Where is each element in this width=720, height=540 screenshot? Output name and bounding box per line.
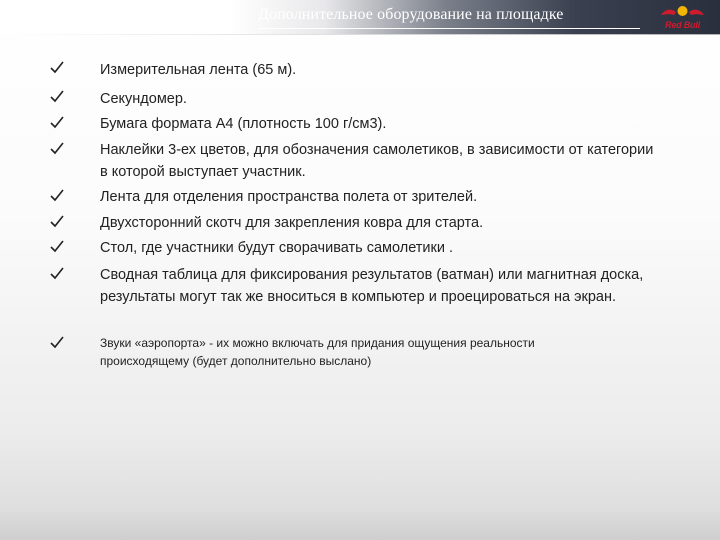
check-icon	[50, 142, 64, 156]
list-item-text: Измерительная лента (65 м).	[100, 62, 297, 78]
check-icon	[50, 240, 64, 254]
footer-band	[0, 512, 720, 540]
list-item-text: Наклейки 3-ех цветов, для обозначения самолетиков, в зависимости от категории в которой выступает участник.	[100, 142, 654, 180]
check-icon	[50, 215, 64, 229]
check-icon	[50, 61, 64, 75]
check-icon	[50, 116, 64, 130]
list-item-text: Стол, где участники будут сворачивать самолетики .	[100, 240, 454, 256]
list-item-text: Лента для отделения пространства полета от зрителей.	[100, 189, 478, 205]
slide-title: Дополнительное оборудование на площадке	[258, 4, 640, 29]
check-icon	[50, 336, 64, 350]
check-icon	[50, 267, 64, 281]
logo-wordmark: Red Bull	[665, 20, 700, 30]
brand-logo	[655, 3, 710, 31]
bulls-logo-icon	[655, 3, 710, 21]
list-item-text: Звуки «аэропорта» - их можно включать для придания ощущения реальности происходящему (будет дополнительно выслано)	[100, 336, 535, 368]
list-item-text: Двухсторонний скотч для закрепления ковра для старта.	[100, 215, 484, 231]
check-icon	[50, 189, 64, 203]
header-divider	[0, 34, 720, 35]
list-item-text: Сводная таблица для фиксирования результатов (ватман) или магнитная доска, результаты могут так же вноситься в компьютер и проецироваться на экран.	[100, 267, 644, 305]
list-item-text: Бумага формата А4 (плотность 100 г/см3).	[100, 116, 387, 132]
check-icon	[50, 90, 64, 104]
list-item-text: Секундомер.	[100, 91, 187, 107]
